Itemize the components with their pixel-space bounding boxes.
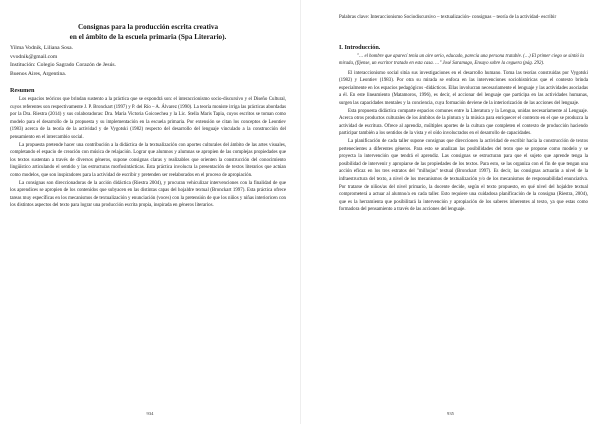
location: Buenos Aires, Argentina. — [10, 70, 67, 77]
resumen-heading: Resumen — [10, 87, 35, 94]
paragraph: La planificación de cada taller supone consignas que direccionen la actividad de escribir hacia la construcción de textos pertenecientes a diferentes géneros. Para esto se analizan las posibilidades del texto que se propone como modelo y se proyecta la intervención que tendrá el aprendiz. Las consignas se estructuran para que el sujeto que aprende tenga la posibilidad de intervenir y apropiarse de las propiedades de los textos. Para esto, se las organiza con el fin de que tengan una acción eficaz en los tres estratos del "milhojas" textual (Bronckart 1997). Es decir, las consignas actuarán a nivel de la infraestructura del texto, a nivel de los mecanismos de textualización y/o de los mecanismos de responsabilidad enunciativa. Por tratarse de niños/as del nivel primario, la docente decide, según el texto propuesto, en qué nivel del hojaldre textual comprometerá a actuar al alumno/a en cada taller. Esto requiere una cuidadosa planificación de la consigna (Riestra, 2004), que es la herramienta que posibilitará la intervención y apropiación de los saberes inherentes al texto, ya que estas como formadora del pensamiento a través de las acciones del lenguaje. — [339, 139, 588, 213]
epigraph-quote: "… el hombre que aparecí tenía un aire serio, educado, parecía una persona tratable. (…) El primer ciego se sintió la mirada, (fijense, un escritor tratado en esta casa. …" José Saramago, Ensayo sobre la ceguera (pág. 292). — [339, 53, 584, 67]
authors: Yilma Vodnik, Liliana Sosa. — [10, 45, 74, 51]
paragraph: La propuesta pretende hacer una contribución a la didáctica de la textualización con aportes culturales del ámbito de las artes visuales, completando el espacio de creación con música de relajación. Lograr que alumnos y alumnas se apropien de las complejas propiedades que los textos sustentan a través de diversos géneros, supone consignas claras y realizables que orienten la construcción del conocimiento lingüístico articulando el sentido y las estructuras morfosintácticas. Esta práctica involucra la presentación de textos literarios que actúan como modelos, que son inspiradores para la actividad de escribir y pretenden ser reelaborados en el proceso de apropiación. — [10, 142, 286, 178]
intro-body — [339, 70, 588, 214]
paper-title-line1: Consignas para la producción escrita creativa — [77, 23, 219, 31]
section-heading: I. Introducción. — [339, 43, 381, 51]
institution: Institución: Colegio Sagrado Corazón de Jesús. — [10, 62, 116, 68]
paragraph: El interaccionismo social sitúa sus investigaciones en el desarrollo humano. Toma las teorías construidas por Vygotski (1982) y Leontiev (1983). Por otra su mirada se enfoca en las intervenciones sociohistóricas que el contexto brinda especialmente en los espacios pedagógicos -didácticos. Ellas involucran necesariamente el lenguaje y las actividades asociadas a él. En este lineamiento (Matamoros, 1996), es decir, el accionar del lenguaje que participa en las actividades humanas, surgen las capacidades mentales y la conciencia, cuya formación deviene de la interiorización de las acciones del lenguaje. — [339, 70, 588, 107]
page-number: 934 — [146, 411, 154, 416]
resumen-body — [10, 96, 286, 210]
paragraph: Los espacios teóricos que brindan sustento a la práctica que se expondrá son: el interaccionismo socio-discursivo y el Diseño Cultural, cuyos referentes son respectivamente J. P. Bronckart (1997) y P. del Río – A. Álvarez (1990). La teoría moniste irriga las prácticas abordadas por la Dra. Riestra (2014) y sus colaboradoras: Dra. María Victoria Goicoechea y la Lic. Stella Maris Tapia, cuyos escritos se toman como modelo para el desarrollo de la propuesta y su implementación en la escuela primaria. Por extensión se citan los conceptos de Leontiev (1983) acerca de la teoría de la actividad y de Vygotski (1982) respecto del desarrollo del lenguaje vinculado a la construcción del pensamiento en el intercambio social. — [10, 97, 286, 140]
paragraph: La consignas son direccionadoras de la acción didáctica (Riestra 2004), y procuran vehiculizar intervenciones con la finalidad de que los aprendices se apropien de los contenidos que subyacen en las distintas capas del hojaldre textual (Bronckart 1997). Esta práctica ofrece tareas muy específicas en los mecanismos de textualización y enunciación (voces) con la pretensión de que los niños y niñas interioricen con los distintos aspectos del texto para lograr una producción escrita propia, inspirada en géneros literarios. — [10, 180, 286, 209]
paragraph: Esta propuesta didáctica comparte espacios comunes entre la Literatura y la Lengua, unidas necesariamente al Lenguaje. Acerca otros productos culturales de los ámbitos de la pintura y la música para enriquecer el contexto en el que se produzca la actividad de escritura. Ofrece al aprendiz, múltiples aportes de la cultura que completen el contexto de producción haciendo participar también a los sentidos de la vista y el oído involucrados en el desarrollo de capacidades. — [339, 108, 588, 137]
right-page — [300, 0, 600, 424]
keywords: Palabras clave: Interaccionismo Sociodiscursivo – textualización- consignas – teoría de la actividad- escribir — [339, 15, 557, 20]
author-block — [10, 44, 286, 78]
page-number: 935 — [447, 411, 454, 416]
author-email: vvodnik@gmail.com — [10, 53, 58, 60]
paper-title-line2: en el ámbito de la escuela primaria (Spa Literario). — [69, 33, 227, 41]
